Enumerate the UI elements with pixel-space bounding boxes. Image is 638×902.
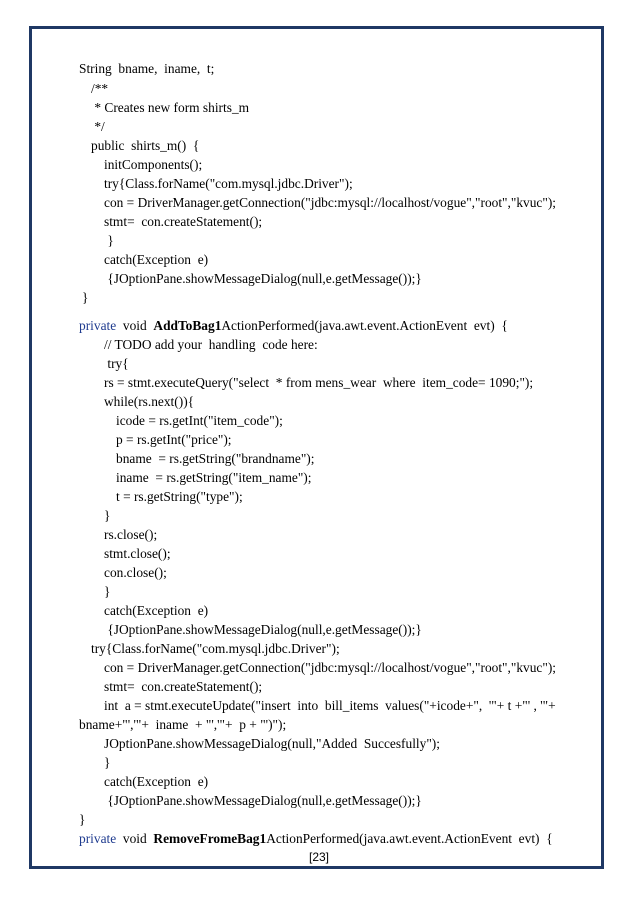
code-line: } — [104, 233, 114, 248]
code-line: } — [104, 755, 111, 770]
code-line: rs = stmt.executeQuery("select * from mens_wear where item_code= 1090;"); — [104, 375, 534, 390]
code-line: */ — [91, 119, 105, 134]
code-line: public shirts_m() { — [91, 138, 200, 153]
code-line: // TODO add your handling code here: — [104, 337, 318, 352]
code-line: icode = rs.getInt("item_code"); — [116, 413, 283, 428]
code-line: catch(Exception e) — [104, 603, 209, 618]
code-line: int a = stmt.executeUpdate("insert into bill_items values("+icode+", '"+ t +"' , '"+ — [104, 698, 556, 713]
code-line: } — [104, 508, 111, 523]
code-line: {JOptionPane.showMessageDialog(null,e.getMessage());} — [104, 622, 422, 637]
code-line: {JOptionPane.showMessageDialog(null,e.getMessage());} — [104, 271, 422, 286]
code-line: * Creates new form shirts_m — [91, 100, 250, 115]
code-line: bname = rs.getString("brandname"); — [116, 451, 315, 466]
code-line: } — [79, 812, 86, 827]
method-name: RemoveFromeBag1 — [153, 831, 267, 846]
code-line: String bname, iname, t; — [79, 61, 215, 76]
code-line: t = rs.getString("type"); — [116, 489, 243, 504]
code-line: try{Class.forName("com.mysql.jdbc.Driver"); — [104, 176, 353, 191]
page-number: [23] — [308, 850, 329, 864]
method-signature-remove-from-bag — [79, 830, 553, 847]
code-line: con = DriverManager.getConnection("jdbc:mysql://localhost/vogue","root","kvuc"); — [104, 660, 557, 675]
code-line: iname = rs.getString("item_name"); — [116, 470, 312, 485]
code-line: try{Class.forName("com.mysql.jdbc.Driver"); — [91, 641, 340, 656]
method-signature-rest: ActionPerformed(java.awt.event.ActionEvent evt) { — [221, 318, 508, 333]
code-line: stmt= con.createStatement(); — [104, 214, 263, 229]
keyword-void: void — [122, 831, 147, 846]
code-line: try{ — [104, 356, 129, 371]
method-signature-rest: ActionPerformed(java.awt.event.ActionEvent evt) { — [266, 831, 553, 846]
code-line: bname+"','"+ iname + "','"+ p + "')"); — [79, 717, 287, 732]
code-line: stmt.close(); — [104, 546, 171, 561]
method-signature-add-to-bag — [79, 317, 508, 334]
code-line: } — [82, 290, 89, 305]
keyword-private: private — [79, 318, 117, 333]
keyword-private: private — [79, 831, 117, 846]
code-line: /** — [91, 81, 109, 96]
code-line: initComponents(); — [104, 157, 203, 172]
code-line: {JOptionPane.showMessageDialog(null,e.getMessage());} — [104, 793, 422, 808]
code-line: while(rs.next()){ — [104, 394, 195, 409]
code-line: catch(Exception e) — [104, 774, 209, 789]
code-line: } — [104, 584, 111, 599]
code-line: rs.close(); — [104, 527, 158, 542]
code-line: con.close(); — [104, 565, 167, 580]
code-line: stmt= con.createStatement(); — [104, 679, 263, 694]
method-name: AddToBag1 — [153, 318, 222, 333]
code-line: JOptionPane.showMessageDialog(null,"Added Succesfully"); — [104, 736, 440, 751]
keyword-void: void — [122, 318, 147, 333]
code-line: catch(Exception e) — [104, 252, 209, 267]
code-line: p = rs.getInt("price"); — [116, 432, 232, 447]
code-line: con = DriverManager.getConnection("jdbc:mysql://localhost/vogue","root","kvuc"); — [104, 195, 557, 210]
